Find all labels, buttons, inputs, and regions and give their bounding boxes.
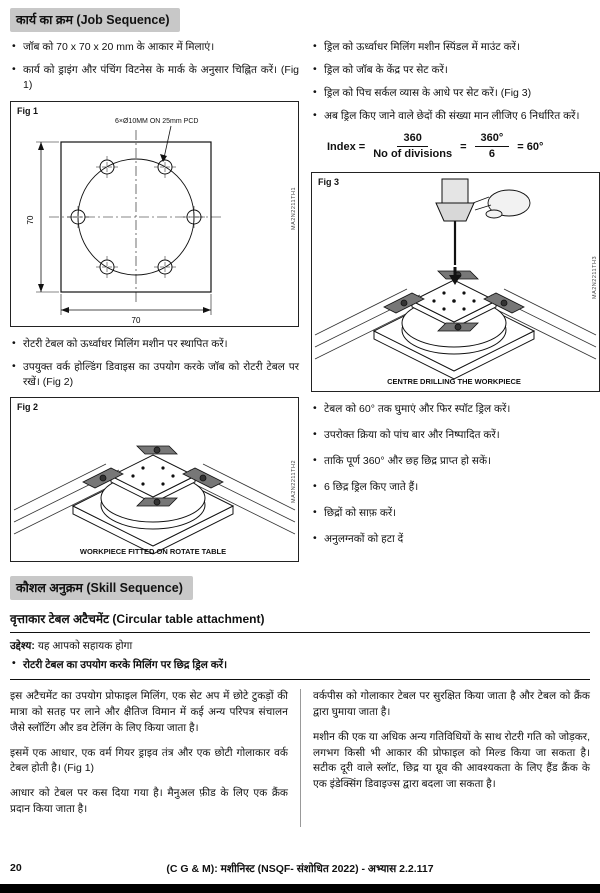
body-columns xyxy=(10,689,590,826)
list-item: • टेबल को 60° तक घुमाएं और फिर स्पॉट ड्रिल करें। xyxy=(311,402,600,417)
paragraph: इस अटैचमेंट का उपयोग प्रोफाइल मिलिंग, एक सेट अप में छोटे टुकड़ों की मात्रा को सतह पर लाने और क्षैतिज विमान में कई अन्य परिपत्र संचालन जैसे स्लॉटिंग और डव टेलिंग के लिए किया जाता है। xyxy=(10,690,288,734)
job-sequence-section xyxy=(10,8,598,572)
fig1-code: MA2N2211TH1 xyxy=(291,186,297,230)
fig2-figure xyxy=(10,397,299,562)
drill-spindle xyxy=(436,179,474,265)
list-item: • ड्रिल को ऊर्ध्वाधर मिलिंग मशीन स्पिंडल में माउंट करें। xyxy=(311,40,600,55)
footer-text: (C G & M): मशीनिस्ट (NSQF- संशोधित 2022) - अभ्यास 2.2.117 xyxy=(166,863,434,875)
formula-equals: = xyxy=(460,140,467,153)
list-item: • जॉब को 70 x 70 x 20 mm के आकार में मिलाएं। xyxy=(10,40,299,55)
job-steps-left-top xyxy=(10,40,299,93)
job-steps-right-bottom xyxy=(311,402,600,546)
skill-sequence-section xyxy=(10,576,590,826)
paragraph: मशीन की एक या अधिक अन्य गतिविधियों के साथ रोटरी गति को जोड़कर, लगभग किसी भी आकार की प्रोफाइल को मिल्ड किया जा सकता है। सटीक दूरी वाले स्लॉट, छिद्र या ग्रूव की आवश्यकता के लिए हैंड क्रैंक के एक इंडेक्सिंग डिवाइज्स द्वारा बदला जा सकता है। xyxy=(313,730,590,791)
attachment-subheading: वृत्ताकार टेबल अटैचमेंट (Circular table attachment) xyxy=(10,610,590,633)
skill-sequence-heading: कौशल अनुक्रम (Skill Sequence) xyxy=(10,576,193,600)
fig1-figure xyxy=(10,101,299,327)
list-item: • उपरोक्त क्रिया को पांच बार और निष्पादित करें। xyxy=(311,428,600,443)
list-item: • अनुलग्नकों को हटा दें xyxy=(311,532,600,547)
job-sequence-heading: कार्य का क्रम (Job Sequence) xyxy=(10,8,180,32)
fig3-code: MA2N2211TH3 xyxy=(592,255,598,299)
fig2-code: MA2N2211TH2 xyxy=(291,460,297,504)
dim-width-label: 70 xyxy=(131,315,141,325)
body-left-column xyxy=(10,689,300,826)
objective-bullet: • रोटरी टेबल का उपयोग करके मिलिंग पर छिद्र ड्रिल करें। xyxy=(10,658,590,680)
list-item: • छिद्रों को साफ़ करें। xyxy=(311,506,600,521)
rotary-table-drawing xyxy=(11,398,298,561)
paragraph: इसमें एक आधार, एक वर्म गियर ड्राइव तंत्र और एक छोटी गोलाकार वर्क टेबल होती है। (Fig 1) xyxy=(10,746,288,775)
fig3-caption: CENTRE DRILLING THE WORKPIECE xyxy=(387,377,521,387)
fig3-figure xyxy=(311,172,600,392)
body-right-column xyxy=(300,689,590,826)
list-item: • ड्रिल को जॉब के केंद्र पर सेट करें। xyxy=(311,63,600,78)
page-edge-bar xyxy=(0,884,600,893)
list-item: • कार्य को ड्राइंग और पंचिंग विटनेस के मार्क के अनुसार चिह्नित करें। (Fig 1) xyxy=(10,63,299,93)
index-formula xyxy=(327,132,600,163)
dim-height-label: 70 xyxy=(26,215,35,225)
list-item: • ड्रिल को पिच सर्कल व्यास के आधे पर सेट करें। (Fig 3) xyxy=(311,86,600,101)
formula-fraction-2: $\frac{360^\circ}{6}$ xyxy=(475,132,510,163)
formula-result: = 60° xyxy=(517,140,544,153)
list-item: • अब ड्रिल किए जाने वाले छेदों की संख्या मान लीजिए 6 निर्धारित करें। xyxy=(311,109,600,124)
drilling-drawing xyxy=(312,173,599,391)
objective-line xyxy=(10,639,590,653)
list-item: • उपयुक्त वर्क होल्डिंग डिवाइस का उपयोग करके जॉब को रोटरी टेबल पर रखें। (Fig 2) xyxy=(10,360,299,390)
fig2-label: Fig 2 xyxy=(17,402,39,413)
objective-text: यह आपको सहायक होगा xyxy=(37,640,133,653)
list-item: • ताकि पूर्ण 360° और छह छिद्र प्राप्त हो सकें। xyxy=(311,454,600,469)
objective-label: उद्देश्य: xyxy=(10,640,35,653)
left-column xyxy=(10,40,299,572)
pcd-annotation: 6×Ø10MM ON 25mm PCD xyxy=(115,117,199,125)
paragraph: आधार को टेबल पर कस दिया गया है। मैनुअल फ़ीड के लिए एक क्रैंक प्रदान किया जाता है। xyxy=(10,787,288,815)
paragraph: वर्कपीस को गोलाकार टेबल पर सुरक्षित किया जाता है और टेबल को क्रैंक द्वारा घुमाया जाता है। xyxy=(313,690,590,719)
formula-fraction-1: $\frac{360}{\text{No of divisions}}$ xyxy=(373,131,453,161)
fig3-label: Fig 3 xyxy=(318,177,340,188)
fig2-caption: WORKPIECE FITTED ON ROTATE TABLE xyxy=(79,547,227,557)
leader-line xyxy=(160,126,171,162)
job-steps-right-top xyxy=(311,40,600,124)
job-steps-left-mid xyxy=(10,337,299,390)
list-item: • 6 छिद्र ड्रिल किए जाते हैं। xyxy=(311,480,600,495)
right-column xyxy=(311,40,600,572)
hand-illustration xyxy=(473,190,530,218)
page-footer xyxy=(0,862,600,876)
formula-lhs: Index = xyxy=(327,140,366,153)
page-number: 20 xyxy=(10,862,22,874)
list-item: • रोटरी टेबल को ऊर्ध्वाधर मिलिंग मशीन पर स्थापित करें। xyxy=(10,337,299,352)
fig1-label: Fig 1 xyxy=(17,105,39,116)
workpiece-drawing xyxy=(11,102,298,326)
